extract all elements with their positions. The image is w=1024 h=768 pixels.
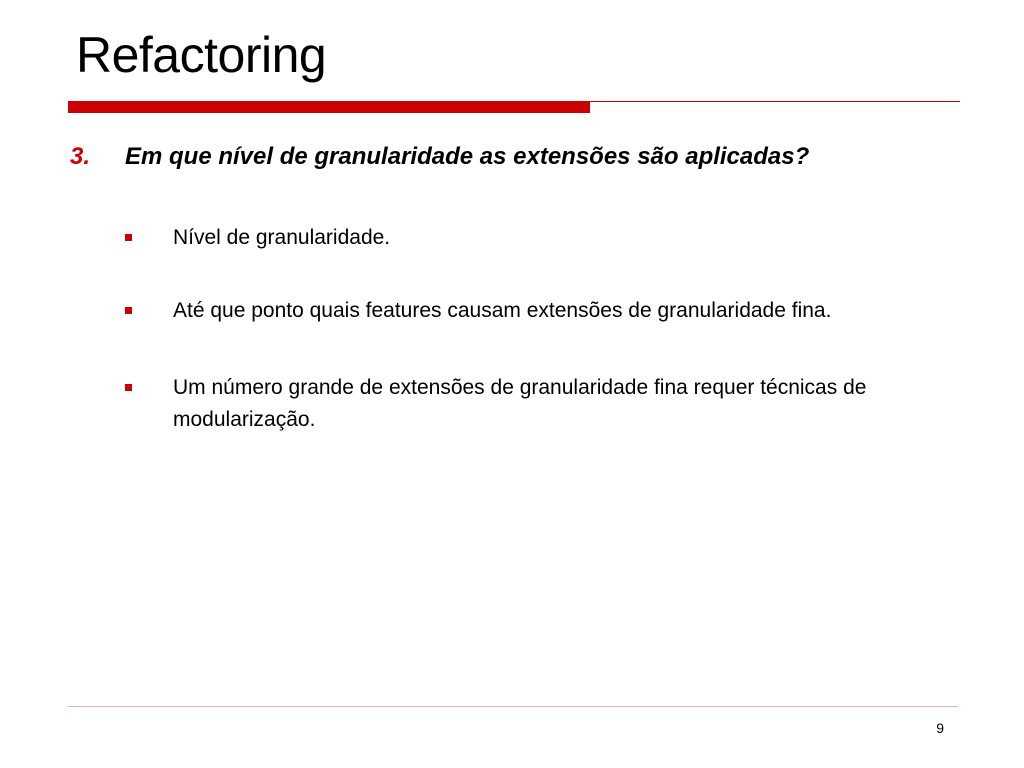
question-text: Em que nível de granularidade as extensões são aplicadas?	[125, 143, 810, 170]
page-number: 9	[936, 720, 944, 736]
bullet-text: Até que ponto quais features causam extensões de granularidade fina.	[173, 299, 832, 322]
title-underline-thin	[590, 101, 960, 102]
square-bullet-icon	[125, 307, 132, 314]
square-bullet-icon	[125, 384, 132, 391]
slide-title: Refactoring	[76, 27, 327, 83]
bullet-text: Nível de granularidade.	[173, 226, 391, 249]
question-number: 3.	[70, 143, 91, 170]
square-bullet-icon	[125, 234, 132, 241]
footer-divider	[68, 706, 958, 707]
title-underline-thick	[68, 101, 590, 113]
bullet-text: Um número grande de extensões de granularidade fina requer técnicas de modularização.	[173, 376, 867, 431]
